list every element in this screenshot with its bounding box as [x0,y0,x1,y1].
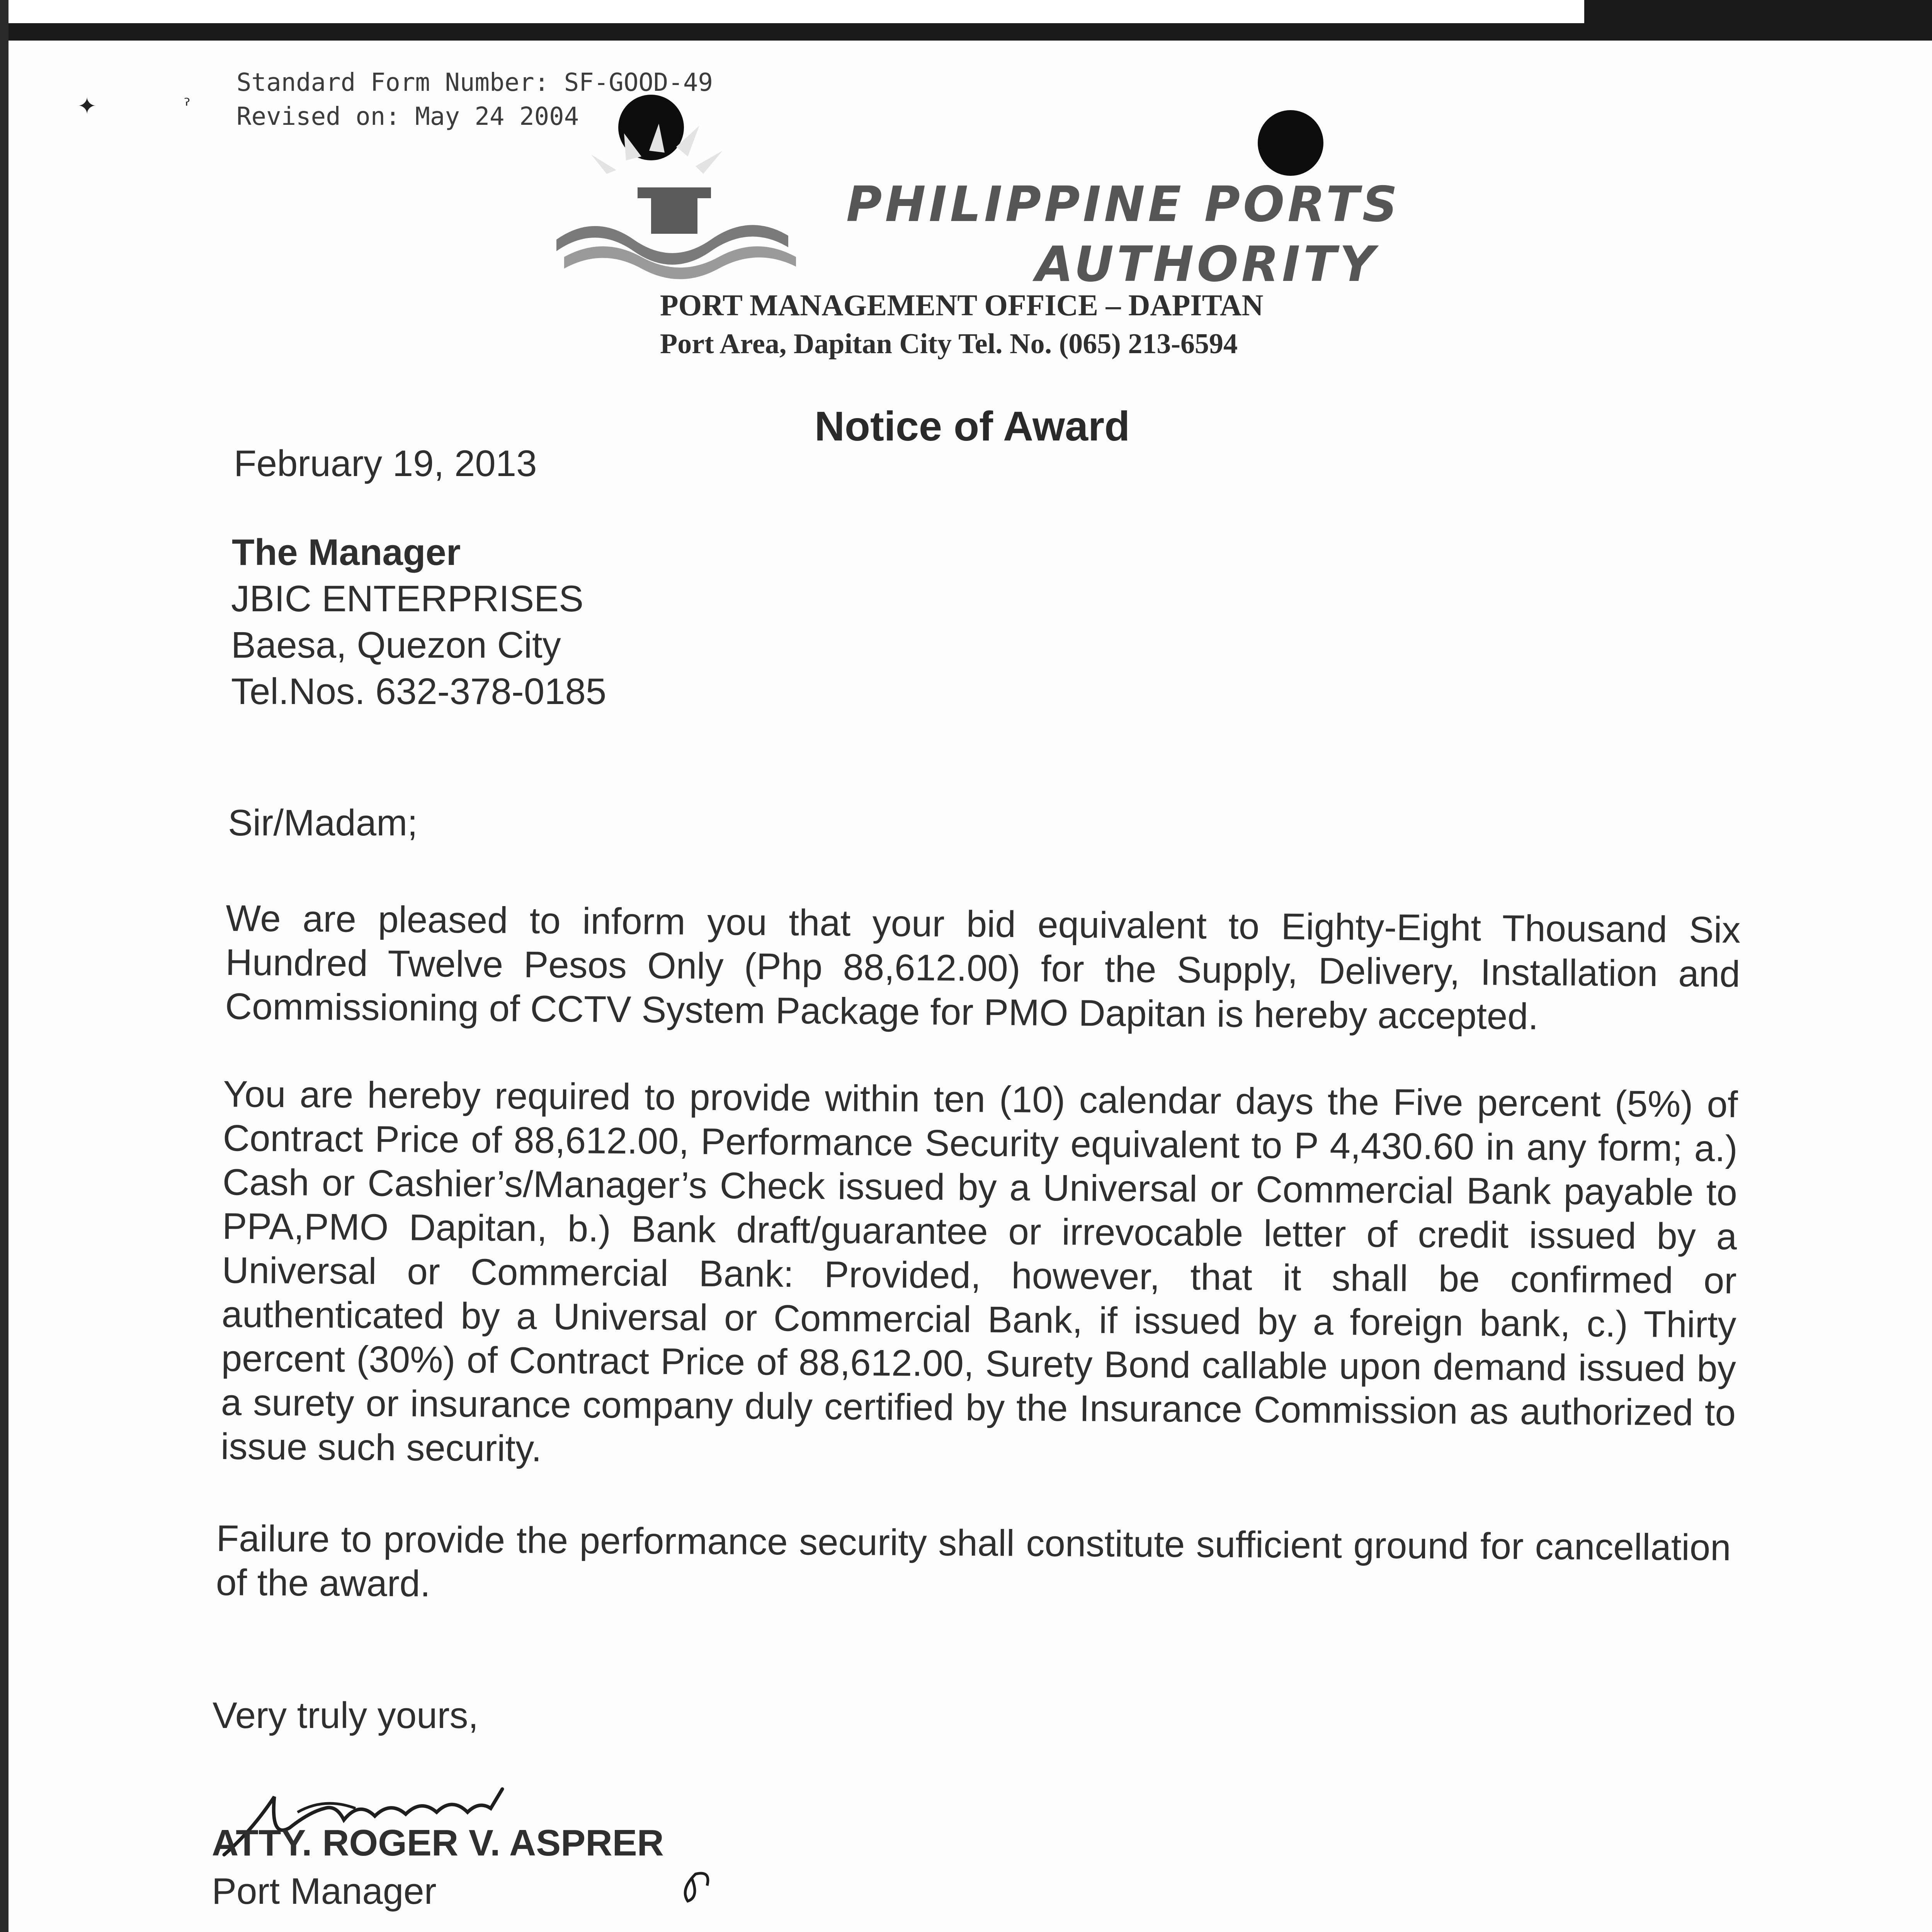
office-address: Port Area, Dapitan City Tel. No. (065) 213-6594 [660,328,1238,360]
salutation: Sir/Madam; [228,802,418,844]
body-paragraph-award: We are pleased to inform you that your bid equivalent to Eighty-Eight Thousand Six Hundred Twelve Pesos Only (Php 88,612.00) for the Supply, Delivery, Installation and Commissioning of CCTV System Package for PMO Dapitan is hereby accepted. [225,898,1741,1037]
form-number: Standard Form Number: SF-GOOD-49 [236,68,713,97]
agency-name-line1: PHILIPPINE PORTS [846,176,1401,233]
revised-date: Revised on: May 24 2004 [236,102,579,131]
letter-date: February 19, 2013 [234,443,537,484]
document-title: Notice of Award [815,403,1130,449]
signatory-name: ATTY. ROGER V. ASPRER [212,1822,664,1864]
ppa-logo-emblem [549,124,896,286]
scan-speck: ✦ [77,93,97,120]
body-paragraph-failure: Failure to provide the performance security shall constitute sufficient ground for cancellation of the award. [216,1518,1731,1605]
signatory-title: Port Manager [212,1871,437,1912]
closing: Very truly yours, [213,1695,479,1736]
recipient-name: The Manager [232,532,461,573]
scan-border-top-gap [0,0,1584,23]
punch-hole-right [1258,110,1323,176]
scan-border-left [0,0,9,1932]
agency-name-line2: AUTHORITY [1036,236,1378,293]
scan-speck: ˀ [184,95,190,116]
recipient-company: JBIC ENTERPRISES [231,578,584,619]
recipient-tel: Tel.Nos. 632-378-0185 [231,671,607,712]
recipient-address: Baesa, Quezon City [231,624,561,666]
body-paragraph-security: You are hereby required to provide within ten (10) calendar days the Five percent (5%) of Contract Price of 88,612.00, Performance Security equivalent to P 4,430.60 in any form; a.) Cash or Cashier’s/Manager’s Check issued by a Universal or Commercial Bank payable to PPA,PMO Dapitan, b.) Bank draft/guarantee or irrevocable letter of credit issued by a Universal or Commercial Bank: Provided, however, that it shall be confirmed or authenticated by a Universal or Commercial Bank, if issued by a foreign bank, c.) Thirty percent (30%) of Contract Price of 88,612.00, Surety Bond callable upon demand issued by a surety or insurance company duly certified by the Insurance Commission as authorized to issue such security. [220,1073,1738,1469]
office-name: PORT MANAGEMENT OFFICE – DAPITAN [660,288,1264,322]
